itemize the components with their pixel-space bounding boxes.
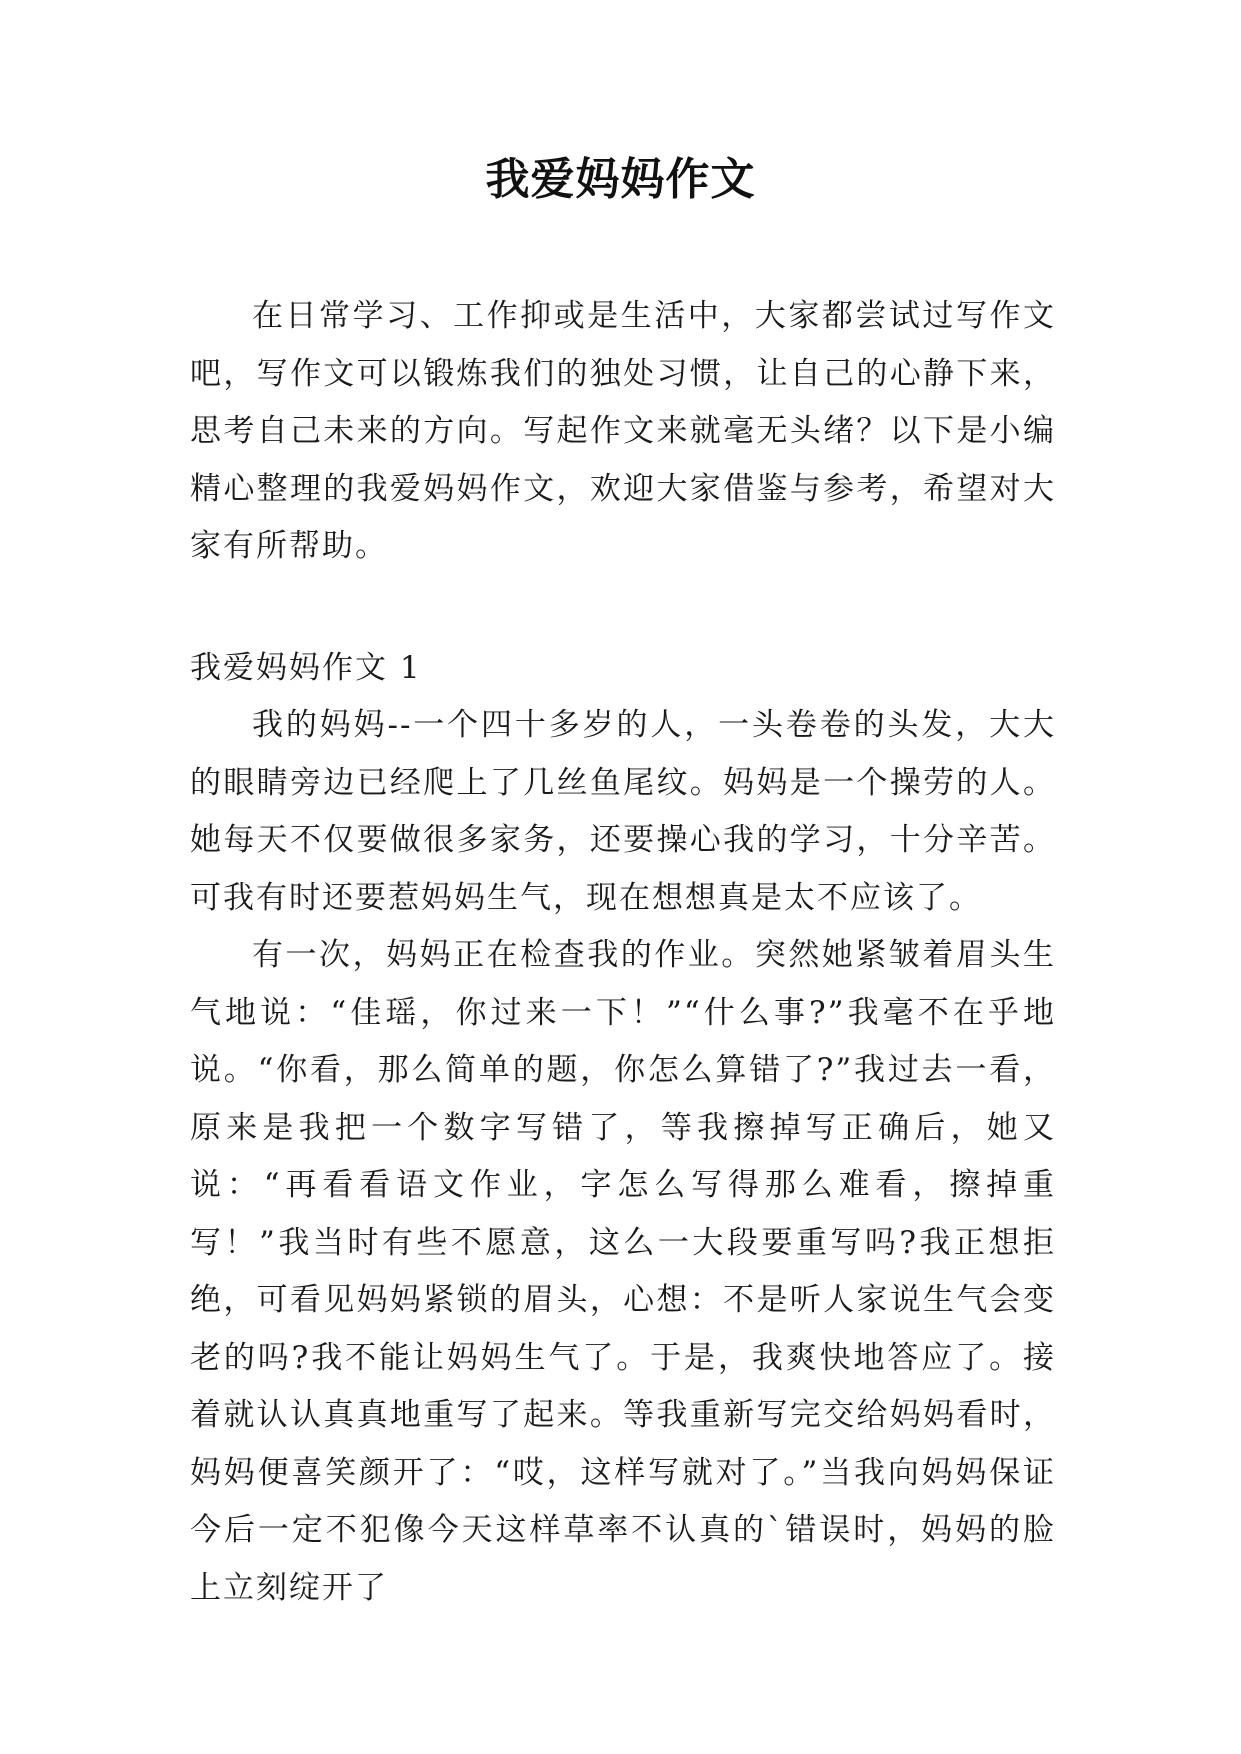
essay-paragraph-2: 有一次，妈妈正在检查我的作业。突然她紧皱着眉头生气地说：“佳瑶，你过来一下！”“什么事?”我毫不在乎地说。“你看，那么简单的题，你怎么算错了?”我过去一看，原来是我把一个数字写错了，等我擦掉写正确后，她又说：“再看看语文作业，字怎么写得那么难看，擦掉重写！”我当时有些不愿意，这么一大段要重写吗?我正想拒绝，可看见妈妈紧锁的眉头，心想：不是听人家说生气会变老的吗?我不能让妈妈生气了。于是，我爽快地答应了。接着就认认真真地重写了起来。等我重新写完交给妈妈看时，妈妈便喜笑颜开了：“哎，这样写就对了。”当我向妈妈保证今后一定不犯像今天这样草率不认真的`错误时，妈妈的脸上立刻绽开了 bbox=[190, 937, 1056, 1606]
document-title: 我爱妈妈作文 bbox=[485, 154, 756, 205]
section-heading: 我爱妈妈作文 1 bbox=[190, 650, 422, 686]
intro-section bbox=[190, 288, 1056, 576]
essay-body bbox=[190, 697, 1056, 1617]
intro-paragraph: 在日常学习、工作抑或是生活中，大家都尝试过写作文吧，写作文可以锻炼我们的独处习惯，让自己的心静下来，思考自己未来的方向。写起作文来就毫无头绪？以下是小编精心整理的我爱妈妈作文，欢迎大家借鉴与参考，希望对大家有所帮助。 bbox=[190, 298, 1056, 564]
essay-paragraph-1: 我的妈妈--一个四十多岁的人，一头卷卷的头发，大大的眼睛旁边已经爬上了几丝鱼尾纹。妈妈是一个操劳的人。她每天不仅要做很多家务，还要操心我的学习，十分辛苦。可我有时还要惹妈妈生气，现在想想真是太不应该了。 bbox=[190, 707, 1056, 916]
